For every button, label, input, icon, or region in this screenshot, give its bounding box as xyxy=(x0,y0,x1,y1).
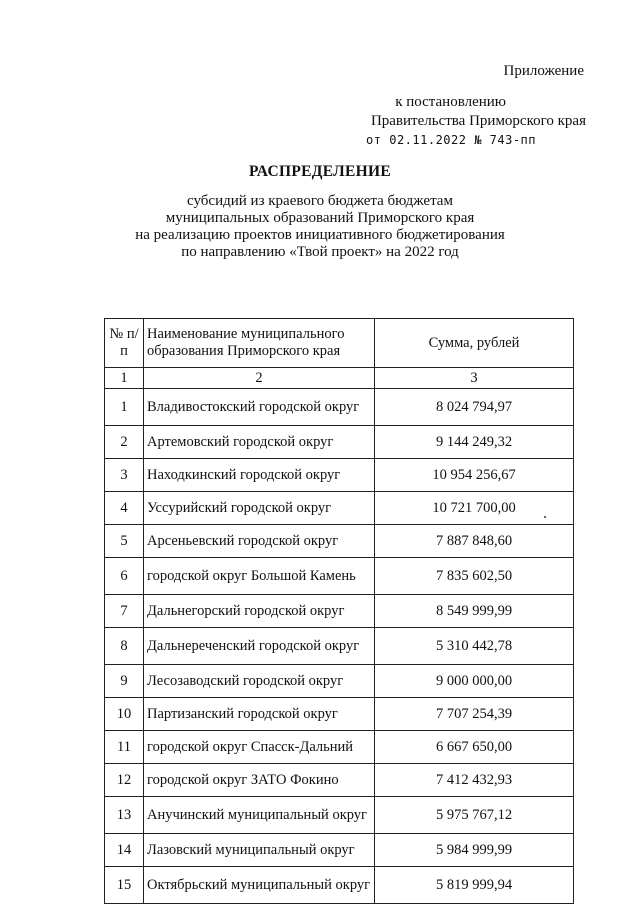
row-number: 12 xyxy=(105,764,144,797)
index-col-2: 2 xyxy=(144,368,375,389)
row-municipality: Лесозаводский городской округ xyxy=(144,665,375,698)
header-municipality: Наименование муниципального образования Приморского края xyxy=(144,319,375,368)
row-number: 14 xyxy=(105,834,144,867)
subtitle-line: по направлению «Твой проект» на 2022 год xyxy=(181,244,459,260)
row-number: 8 xyxy=(105,628,144,665)
row-municipality: Анучинский муниципальный округ xyxy=(144,797,375,834)
row-number: 7 xyxy=(105,595,144,628)
row-municipality: Лазовский муниципальный округ xyxy=(144,834,375,867)
row-number: 13 xyxy=(105,797,144,834)
row-sum: 6 667 650,00 xyxy=(375,731,574,764)
row-number: 3 xyxy=(105,459,144,492)
row-sum: 5 819 999,94 xyxy=(375,867,574,904)
table-row xyxy=(105,867,574,904)
row-number: 9 xyxy=(105,665,144,698)
row-municipality: Арсеньевский городской округ xyxy=(144,525,375,558)
row-municipality: Уссурийский городской округ xyxy=(144,492,375,525)
row-number: 11 xyxy=(105,731,144,764)
row-municipality: Находкинский городской округ xyxy=(144,459,375,492)
row-sum: 5 975 767,12 xyxy=(375,797,574,834)
table-row xyxy=(105,764,574,797)
table-row xyxy=(105,558,574,595)
row-number: 10 xyxy=(105,698,144,731)
row-sum: 9 000 000,00 xyxy=(375,665,574,698)
index-col-1: 1 xyxy=(105,368,144,389)
row-sum: 7 887 848,60 xyxy=(375,525,574,558)
header-number: № п/п xyxy=(105,319,144,368)
document-title: РАСПРЕДЕЛЕНИЕ xyxy=(249,163,391,180)
annex-date-number: от 02.11.2022 № 743-пп xyxy=(366,133,536,147)
row-municipality: Партизанский городской округ xyxy=(144,698,375,731)
row-municipality: Владивостокский городской округ xyxy=(144,389,375,426)
row-number: 15 xyxy=(105,867,144,904)
table-row xyxy=(105,731,574,764)
row-municipality: Октябрьский муниципальный округ xyxy=(144,867,375,904)
table-row xyxy=(105,525,574,558)
row-sum: 8 024 794,97 xyxy=(375,389,574,426)
row-municipality: городской округ ЗАТО Фокино xyxy=(144,764,375,797)
row-sum: 5 310 442,78 xyxy=(375,628,574,665)
index-col-3: 3 xyxy=(375,368,574,389)
annex-title: Приложение xyxy=(503,63,584,79)
annex-authority: Правительства Приморского края xyxy=(370,113,586,129)
row-sum: 8 549 999,99 xyxy=(375,595,574,628)
row-sum: 10 954 256,67 xyxy=(375,459,574,492)
row-number: 2 xyxy=(105,426,144,459)
row-number: 4 xyxy=(105,492,144,525)
row-number: 5 xyxy=(105,525,144,558)
annex-reference: к постановлению xyxy=(395,94,506,110)
row-sum: 5 984 999,99 xyxy=(375,834,574,867)
row-sum: 9 144 249,32 xyxy=(375,426,574,459)
row-municipality: городской округ Большой Камень xyxy=(144,558,375,595)
header-sum: Сумма, рублей xyxy=(375,319,574,368)
row-sum: 7 835 602,50 xyxy=(375,558,574,595)
subtitle-line: субсидий из краевого бюджета бюджетам xyxy=(187,193,453,209)
row-sum: 10 721 700,00 xyxy=(375,492,574,525)
table-row xyxy=(105,389,574,426)
table-row xyxy=(105,459,574,492)
table-row xyxy=(105,834,574,867)
table-row xyxy=(105,426,574,459)
row-municipality: городской округ Спасск-Дальний xyxy=(144,731,375,764)
table-row xyxy=(105,628,574,665)
row-number: 1 xyxy=(105,389,144,426)
scan-speck xyxy=(544,516,546,518)
subtitle-line: муниципальных образований Приморского края xyxy=(165,210,475,226)
table-row xyxy=(105,595,574,628)
table-row xyxy=(105,665,574,698)
table-row xyxy=(105,492,574,525)
row-municipality: Дальнегорский городской округ xyxy=(144,595,375,628)
row-municipality: Дальнереченский городской округ xyxy=(144,628,375,665)
table-index-row xyxy=(105,368,574,389)
table-header-row xyxy=(105,319,574,368)
row-number: 6 xyxy=(105,558,144,595)
document-subtitle xyxy=(0,193,640,261)
row-municipality: Артемовский городской округ xyxy=(144,426,375,459)
subtitle-line: на реализацию проектов инициативного бюджетирования xyxy=(135,227,505,243)
table-row xyxy=(105,698,574,731)
row-sum: 7 412 432,93 xyxy=(375,764,574,797)
annex-block xyxy=(346,62,586,150)
row-sum: 7 707 254,39 xyxy=(375,698,574,731)
distribution-table xyxy=(104,318,574,904)
table-row xyxy=(105,797,574,834)
